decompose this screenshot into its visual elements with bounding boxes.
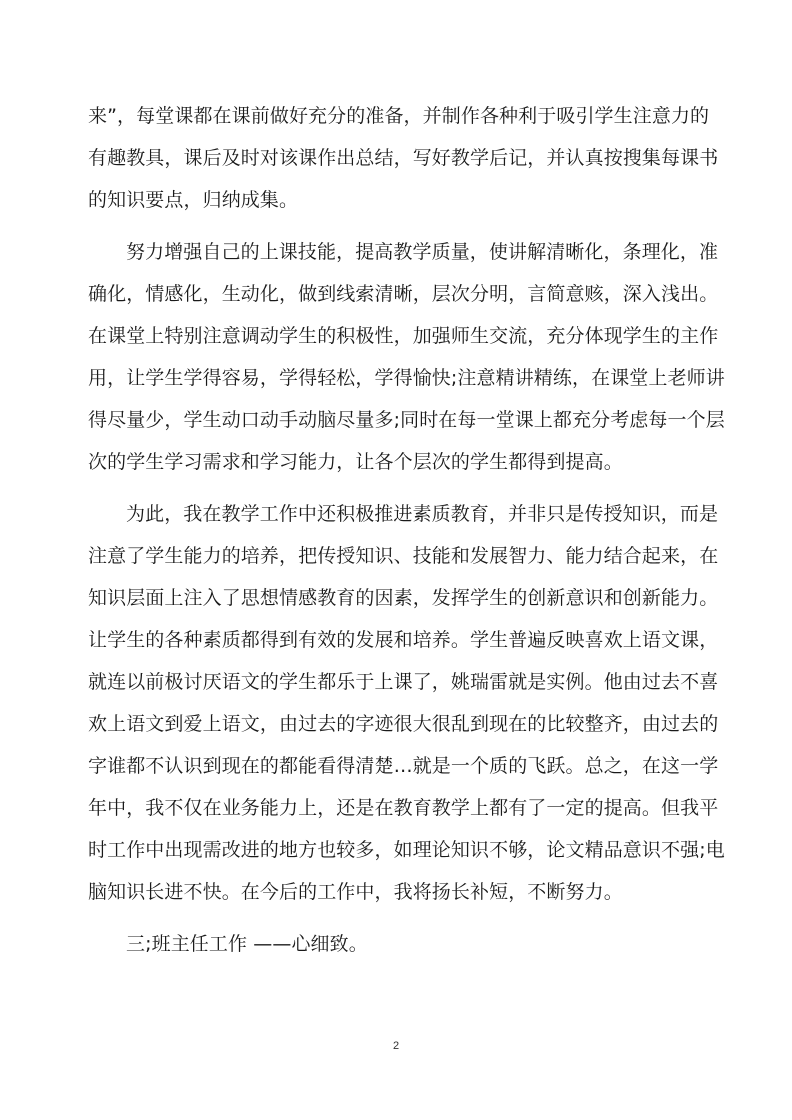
- text-line: 年中，我不仅在业务能力上，还是在教育教学上都有了一定的提高。但我平: [88, 797, 719, 819]
- text-line: 注意了学生能力的培养，把传授知识、技能和发展智力、能力结合起来，在: [88, 545, 719, 567]
- text-line: 在课堂上特别注意调动学生的积极性，加强师生交流，充分体现学生的主作: [88, 325, 719, 347]
- text-line: 次的学生学习需求和学习能力，让各个层次的学生都得到提高。: [88, 451, 623, 473]
- text-line: 欢上语文到爱上语文，由过去的字迹很大很乱到现在的比较整齐，由过去的: [88, 713, 719, 735]
- text-line: 为此，我在教学工作中还积极推进素质教育，并非只是传授知识，而是: [126, 503, 719, 525]
- text-line: 知识层面上注入了思想情感教育的因素，发挥学生的创新意识和创新能力。: [88, 587, 719, 609]
- text-line: 就连以前极讨厌语文的学生都乐于上课了，姚瑞雷就是实例。他由过去不喜: [88, 671, 719, 693]
- text-line: 的知识要点，归纳成集。: [88, 189, 299, 211]
- text-line: 来”，每堂课都在课前做好充分的准备，并制作各种利于吸引学生注意力的: [88, 105, 710, 127]
- text-line: 时工作中出现需改进的地方也较多，如理论知识不够，论文精品意识不强;电: [88, 839, 725, 861]
- section-heading: 三;班主任工作 ——心细致。: [126, 933, 368, 955]
- text-line: 得尽量少，学生动口动手动脑尽量多;同时在每一堂课上都充分考虑每一个层: [88, 409, 725, 431]
- text-line: 确化，情感化，生动化，做到线索清晰，层次分明，言简意赅，深入浅出。: [88, 283, 719, 305]
- page-number: 2: [392, 1040, 400, 1052]
- text-line: 用，让学生学得容易，学得轻松，学得愉快;注意精讲精练，在课堂上老师讲: [88, 367, 725, 389]
- text-line: 努力增强自己的上课技能，提高教学质量，使讲解清晰化，条理化，准: [126, 241, 719, 263]
- text-line: 字谁都不认识到现在的都能看得清楚…就是一个质的飞跃。总之，在这一学: [88, 755, 719, 777]
- text-line: 让学生的各种素质都得到有效的发展和培养。学生普遍反映喜欢上语文课，: [88, 629, 719, 651]
- text-line: 脑知识长进不快。在今后的工作中，我将扬长补短，不断努力。: [88, 881, 623, 903]
- text-line: 有趣教具，课后及时对该课作出总结，写好教学后记，并认真按搜集每课书: [88, 147, 719, 169]
